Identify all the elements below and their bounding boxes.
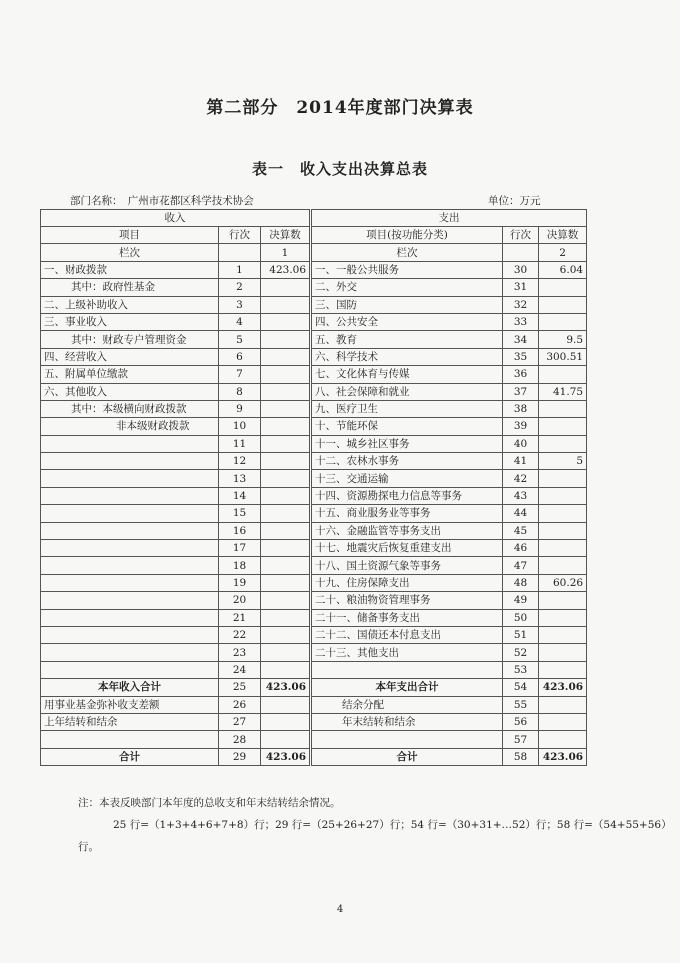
income-amount-header: 决算数 bbox=[261, 227, 311, 244]
income-row-no: 27 bbox=[219, 713, 261, 730]
income-amount bbox=[261, 435, 311, 452]
expense-row-no: 49 bbox=[503, 592, 539, 609]
expense-row-no: 40 bbox=[503, 435, 539, 452]
table-title: 表一 收入支出决算总表 bbox=[251, 160, 428, 178]
expense-item: 二十三、其他支出 bbox=[311, 644, 503, 661]
income-item: 二、上级补助收入 bbox=[41, 296, 219, 313]
income-amount bbox=[261, 296, 311, 313]
expense-amount-header: 决算数 bbox=[539, 227, 587, 244]
income-row-no: 16 bbox=[219, 522, 261, 539]
income-row-no: 20 bbox=[219, 592, 261, 609]
expense-amount bbox=[539, 435, 587, 452]
expense-amount: 60.26 bbox=[539, 574, 587, 591]
expense-amount bbox=[539, 313, 587, 330]
income-row-no: 29 bbox=[219, 748, 261, 765]
expense-amount bbox=[539, 644, 587, 661]
income-amount bbox=[261, 331, 311, 348]
income-row-no: 8 bbox=[219, 383, 261, 400]
expense-item: 十五、商业服务业等事务 bbox=[311, 505, 503, 522]
income-column-no-label: 栏次 bbox=[41, 244, 219, 261]
empty-cell bbox=[503, 244, 539, 261]
expense-amount bbox=[539, 696, 587, 713]
income-amount bbox=[261, 348, 311, 365]
income-row-no: 9 bbox=[219, 400, 261, 417]
expense-row-no: 31 bbox=[503, 279, 539, 296]
income-row-no: 4 bbox=[219, 313, 261, 330]
income-amount bbox=[261, 644, 311, 661]
expense-row-no: 41 bbox=[503, 453, 539, 470]
income-item: 其中：本级横向财政拨款 bbox=[41, 400, 219, 417]
income-item: 三、事业收入 bbox=[41, 313, 219, 330]
expense-row-no: 35 bbox=[503, 348, 539, 365]
note-line-2: 25 行=（1+3+4+6+7+8）行；29 行=（25+26+27）行；54 行=（30+31+…52）行；58 行=（54+55+56） bbox=[113, 819, 672, 831]
column-2-number: 2 bbox=[539, 244, 587, 261]
expense-row-no: 56 bbox=[503, 713, 539, 730]
expense-amount bbox=[539, 626, 587, 643]
table-row bbox=[41, 487, 587, 504]
expense-item: 十八、国土资源气象等事务 bbox=[311, 557, 503, 574]
expense-amount: 300.51 bbox=[539, 348, 587, 365]
income-header: 收入 bbox=[41, 210, 311, 227]
income-row-no: 18 bbox=[219, 557, 261, 574]
income-item: 四、经营收入 bbox=[41, 348, 219, 365]
income-item: 五、附属单位缴款 bbox=[41, 366, 219, 383]
table-row bbox=[41, 435, 587, 452]
expense-amount bbox=[539, 505, 587, 522]
income-row-no: 7 bbox=[219, 366, 261, 383]
expense-amount bbox=[539, 540, 587, 557]
table-row bbox=[41, 470, 587, 487]
expense-row-no: 30 bbox=[503, 261, 539, 278]
income-amount: 423.06 bbox=[261, 748, 311, 765]
column-1-number: 1 bbox=[261, 244, 311, 261]
expense-amount: 423.06 bbox=[539, 679, 587, 696]
expense-amount bbox=[539, 366, 587, 383]
table-row bbox=[41, 748, 587, 765]
expense-amount bbox=[539, 557, 587, 574]
expense-row-no: 32 bbox=[503, 296, 539, 313]
expense-row-no: 42 bbox=[503, 470, 539, 487]
expense-item: 二十、粮油物资管理事务 bbox=[311, 592, 503, 609]
income-item bbox=[41, 522, 219, 539]
income-row-no: 14 bbox=[219, 487, 261, 504]
income-amount bbox=[261, 574, 311, 591]
income-amount bbox=[261, 592, 311, 609]
income-row-no: 6 bbox=[219, 348, 261, 365]
expense-amount bbox=[539, 279, 587, 296]
expense-item bbox=[311, 661, 503, 678]
expense-item: 四、公共安全 bbox=[311, 313, 503, 330]
expense-row-no: 34 bbox=[503, 331, 539, 348]
expense-row-no: 36 bbox=[503, 366, 539, 383]
expense-row-no: 48 bbox=[503, 574, 539, 591]
expense-item: 九、医疗卫生 bbox=[311, 400, 503, 417]
income-row-no: 1 bbox=[219, 261, 261, 278]
income-item bbox=[41, 626, 219, 643]
expense-item: 十六、金融监管等事务支出 bbox=[311, 522, 503, 539]
income-amount bbox=[261, 453, 311, 470]
table-row bbox=[41, 626, 587, 643]
expense-row-no: 51 bbox=[503, 626, 539, 643]
income-row-no: 5 bbox=[219, 331, 261, 348]
income-amount bbox=[261, 383, 311, 400]
expense-amount: 41.75 bbox=[539, 383, 587, 400]
expense-row-no: 47 bbox=[503, 557, 539, 574]
unit-label: 单位：万元 bbox=[488, 195, 541, 207]
table-row bbox=[41, 679, 587, 696]
note-line-1: 注：本表反映部门本年度的总收支和年末结转结余情况。 bbox=[78, 797, 341, 809]
expense-row-no: 43 bbox=[503, 487, 539, 504]
income-amount bbox=[261, 505, 311, 522]
expense-row-no: 53 bbox=[503, 661, 539, 678]
expense-row-no: 38 bbox=[503, 400, 539, 417]
income-row-no: 11 bbox=[219, 435, 261, 452]
expense-amount bbox=[539, 731, 587, 748]
income-row-no: 17 bbox=[219, 540, 261, 557]
table-row bbox=[41, 418, 587, 435]
income-item: 六、其他收入 bbox=[41, 383, 219, 400]
income-item: 一、财政拨款 bbox=[41, 261, 219, 278]
expense-item: 十、节能环保 bbox=[311, 418, 503, 435]
table-row bbox=[41, 731, 587, 748]
expense-row-no: 58 bbox=[503, 748, 539, 765]
table-row bbox=[41, 400, 587, 417]
expense-amount bbox=[539, 296, 587, 313]
income-row-no: 10 bbox=[219, 418, 261, 435]
expense-amount bbox=[539, 400, 587, 417]
table-row bbox=[41, 540, 587, 557]
income-amount bbox=[261, 522, 311, 539]
expense-amount bbox=[539, 487, 587, 504]
expense-row-no: 37 bbox=[503, 383, 539, 400]
expense-amount bbox=[539, 592, 587, 609]
table-row bbox=[41, 713, 587, 730]
expense-row-no: 33 bbox=[503, 313, 539, 330]
income-amount bbox=[261, 487, 311, 504]
income-row-no: 12 bbox=[219, 453, 261, 470]
expense-item: 二、外交 bbox=[311, 279, 503, 296]
expense-amount bbox=[539, 522, 587, 539]
expense-item: 结余分配 bbox=[311, 696, 503, 713]
expense-amount: 9.5 bbox=[539, 331, 587, 348]
income-row-no: 3 bbox=[219, 296, 261, 313]
income-item bbox=[41, 540, 219, 557]
expense-amount bbox=[539, 609, 587, 626]
expense-item: 六、科学技术 bbox=[311, 348, 503, 365]
income-item: 本年收入合计 bbox=[41, 679, 219, 696]
income-row-no: 2 bbox=[219, 279, 261, 296]
table-row bbox=[41, 453, 587, 470]
expense-item: 年末结转和结余 bbox=[311, 713, 503, 730]
part-title: 第二部分 2014年度部门决算表 bbox=[206, 98, 474, 118]
income-item bbox=[41, 661, 219, 678]
table-row bbox=[41, 696, 587, 713]
column-header-row bbox=[41, 227, 587, 244]
expense-item: 二十二、国债还本付息支出 bbox=[311, 626, 503, 643]
expense-item: 十四、资源勘探电力信息等事务 bbox=[311, 487, 503, 504]
income-item: 上年结转和结余 bbox=[41, 713, 219, 730]
expense-amount bbox=[539, 470, 587, 487]
income-amount bbox=[261, 557, 311, 574]
expense-row-no: 57 bbox=[503, 731, 539, 748]
income-row-no: 15 bbox=[219, 505, 261, 522]
expense-item: 十七、地震灾后恢复重建支出 bbox=[311, 540, 503, 557]
table-row bbox=[41, 592, 587, 609]
income-amount: 423.06 bbox=[261, 679, 311, 696]
expense-amount bbox=[539, 418, 587, 435]
expense-header: 支出 bbox=[311, 210, 587, 227]
expense-item: 十三、交通运输 bbox=[311, 470, 503, 487]
expense-item: 十一、城乡社区事务 bbox=[311, 435, 503, 452]
table-row bbox=[41, 383, 587, 400]
table-row bbox=[41, 348, 587, 365]
income-item bbox=[41, 592, 219, 609]
income-amount bbox=[261, 418, 311, 435]
income-amount bbox=[261, 626, 311, 643]
expense-item: 一、一般公共服务 bbox=[311, 261, 503, 278]
table-row bbox=[41, 644, 587, 661]
income-amount bbox=[261, 366, 311, 383]
expense-amount: 5 bbox=[539, 453, 587, 470]
income-item bbox=[41, 609, 219, 626]
expense-item: 本年支出合计 bbox=[311, 679, 503, 696]
table-row bbox=[41, 331, 587, 348]
income-row-no: 22 bbox=[219, 626, 261, 643]
expense-column-no-label: 栏次 bbox=[311, 244, 503, 261]
income-item bbox=[41, 574, 219, 591]
table-row bbox=[41, 574, 587, 591]
table-row bbox=[41, 522, 587, 539]
income-item bbox=[41, 435, 219, 452]
table-row bbox=[41, 279, 587, 296]
income-amount bbox=[261, 661, 311, 678]
income-item bbox=[41, 487, 219, 504]
expense-item: 八、社会保障和就业 bbox=[311, 383, 503, 400]
expense-row-no: 55 bbox=[503, 696, 539, 713]
expense-item: 十九、住房保障支出 bbox=[311, 574, 503, 591]
column-number-row bbox=[41, 244, 587, 261]
table-row bbox=[41, 661, 587, 678]
income-amount bbox=[261, 540, 311, 557]
empty-cell bbox=[219, 244, 261, 261]
income-item bbox=[41, 453, 219, 470]
income-amount bbox=[261, 713, 311, 730]
income-item: 用事业基金弥补收支差额 bbox=[41, 696, 219, 713]
income-row-no: 21 bbox=[219, 609, 261, 626]
income-amount bbox=[261, 313, 311, 330]
expense-item-header: 项目(按功能分类) bbox=[311, 227, 503, 244]
income-amount bbox=[261, 731, 311, 748]
budget-summary-table bbox=[40, 209, 587, 766]
income-item bbox=[41, 505, 219, 522]
page-number: 4 bbox=[336, 904, 344, 915]
income-row-no: 24 bbox=[219, 661, 261, 678]
income-item: 合计 bbox=[41, 748, 219, 765]
income-item bbox=[41, 470, 219, 487]
income-amount bbox=[261, 400, 311, 417]
expense-row-no: 45 bbox=[503, 522, 539, 539]
expense-row-no: 44 bbox=[503, 505, 539, 522]
income-amount: 423.06 bbox=[261, 261, 311, 278]
expense-row-no: 46 bbox=[503, 540, 539, 557]
income-row-no: 28 bbox=[219, 731, 261, 748]
expense-row-no: 50 bbox=[503, 609, 539, 626]
income-item bbox=[41, 731, 219, 748]
section-header-row bbox=[41, 210, 587, 227]
expense-row-no: 52 bbox=[503, 644, 539, 661]
expense-item: 五、教育 bbox=[311, 331, 503, 348]
expense-amount: 6.04 bbox=[539, 261, 587, 278]
expense-item: 二十一、储备事务支出 bbox=[311, 609, 503, 626]
income-row-no: 13 bbox=[219, 470, 261, 487]
income-item: 其中：财政专户管理资金 bbox=[41, 331, 219, 348]
table-row bbox=[41, 366, 587, 383]
income-item bbox=[41, 557, 219, 574]
expense-amount: 423.06 bbox=[539, 748, 587, 765]
income-item-header: 项目 bbox=[41, 227, 219, 244]
income-item: 非本级财政拨款 bbox=[41, 418, 219, 435]
expense-row-no: 39 bbox=[503, 418, 539, 435]
expense-row-no-header: 行次 bbox=[503, 227, 539, 244]
expense-amount bbox=[539, 713, 587, 730]
expense-item: 七、文化体育与传媒 bbox=[311, 366, 503, 383]
expense-row-no: 54 bbox=[503, 679, 539, 696]
income-amount bbox=[261, 696, 311, 713]
table-row bbox=[41, 505, 587, 522]
income-row-no-header: 行次 bbox=[219, 227, 261, 244]
table-row bbox=[41, 609, 587, 626]
expense-item: 十二、农林水事务 bbox=[311, 453, 503, 470]
income-row-no: 26 bbox=[219, 696, 261, 713]
expense-item bbox=[311, 731, 503, 748]
table-row bbox=[41, 296, 587, 313]
income-amount bbox=[261, 609, 311, 626]
table-row bbox=[41, 313, 587, 330]
income-row-no: 19 bbox=[219, 574, 261, 591]
income-row-no: 23 bbox=[219, 644, 261, 661]
income-item: 其中：政府性基金 bbox=[41, 279, 219, 296]
table-row bbox=[41, 261, 587, 278]
expense-item: 三、国防 bbox=[311, 296, 503, 313]
income-amount bbox=[261, 279, 311, 296]
income-item bbox=[41, 644, 219, 661]
department-name: 部门名称： 广州市花都区科学技术协会 bbox=[70, 195, 254, 207]
note-line-3: 行。 bbox=[78, 841, 99, 853]
income-amount bbox=[261, 470, 311, 487]
income-row-no: 25 bbox=[219, 679, 261, 696]
expense-amount bbox=[539, 661, 587, 678]
expense-item: 合计 bbox=[311, 748, 503, 765]
table-row bbox=[41, 557, 587, 574]
